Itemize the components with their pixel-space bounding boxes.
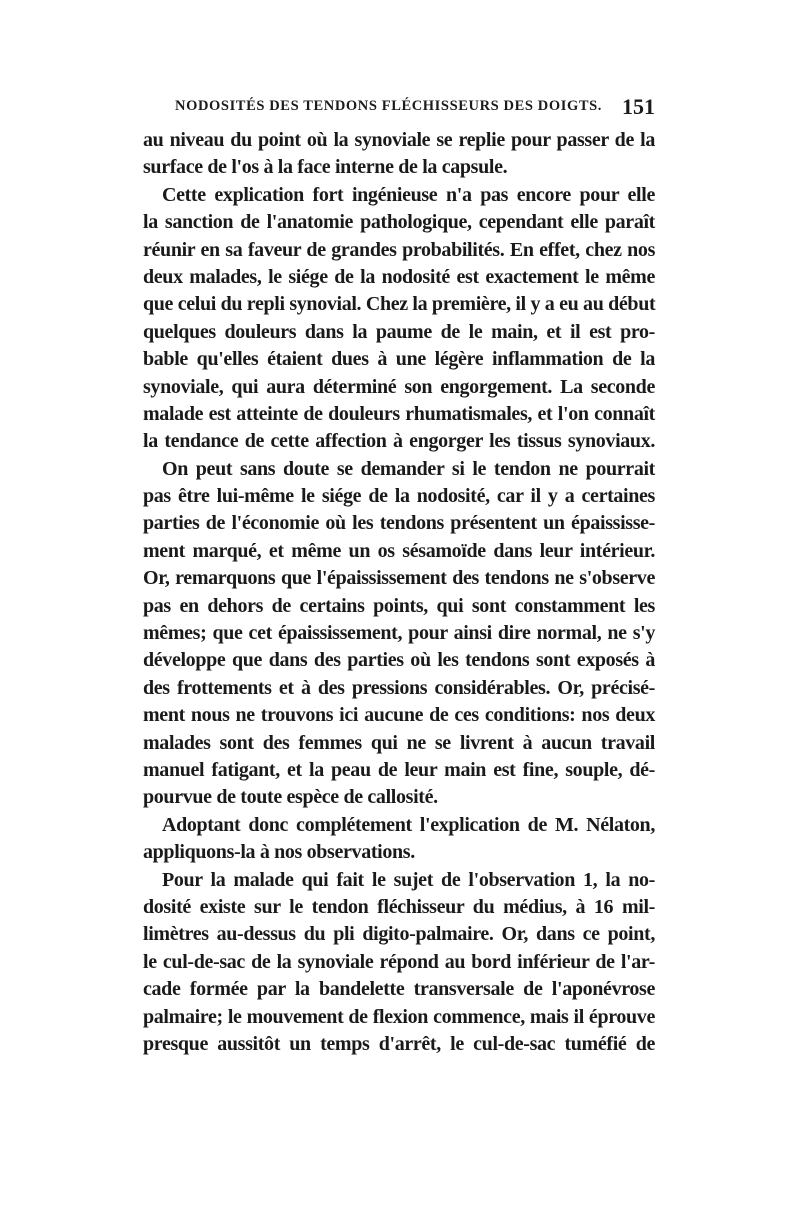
text-line: dosité existe sur le tendon fléchisseur du médius, à 16 mil- (143, 895, 655, 918)
text-line: limètres au-dessus du pli digito-palmaire. Or, dans ce point, (143, 923, 655, 946)
text-line: la tendance de cette affection à engorger les tissus synoviaux. (143, 430, 655, 453)
page-number: 151 (622, 94, 655, 119)
text-line: presque aussitôt un temps d'arrêt, le cul-de-sac tuméfié de (143, 1032, 655, 1055)
page-header (175, 94, 655, 118)
text-line: le cul-de-sac de la synoviale répond au bord inférieur de l'ar- (143, 950, 655, 973)
text-line: deux malades, le siége de la nodosité est exactement le même (143, 265, 655, 288)
text-line: malade est atteinte de douleurs rhumatismales, et l'on connaît (143, 402, 655, 425)
text-line: la sanction de l'anatomie pathologique, cependant elle paraît (143, 211, 655, 234)
text-line: développe que dans des parties où les tendons sont exposés à (143, 649, 655, 672)
text-line: palmaire; le mouvement de flexion commence, mais il éprouve (143, 1005, 655, 1028)
text-line: ment nous ne trouvons ici aucune de ces conditions: nos deux (143, 704, 655, 727)
text-line: appliquons-la à nos observations. (143, 841, 415, 864)
text-line: Pour la malade qui fait le sujet de l'observation 1, la no- (162, 868, 655, 891)
body-text (143, 127, 655, 1058)
text-line: pourvue de toute espèce de callosité. (143, 786, 438, 809)
text-line: mêmes; que cet épaississement, pour ainsi dire normal, ne s'y (143, 622, 655, 645)
text-line: malades sont des femmes qui ne se livrent à aucun travail (143, 731, 655, 754)
text-line: surface de l'os à la face interne de la capsule. (143, 156, 508, 179)
text-line: synoviale, qui aura déterminé son engorgement. La seconde (143, 375, 655, 398)
text-line: Adoptant donc complétement l'explication de M. Nélaton, (162, 813, 655, 836)
running-head: NODOSITÉS DES TENDONS FLÉCHISSEURS DES DOIGTS. (175, 98, 603, 114)
text-line: pas être lui-même le siége de la nodosité, car il y a certaines (143, 485, 655, 508)
text-line: au niveau du point où la synoviale se replie pour passer de la (143, 129, 655, 151)
text-line: cade formée par la bandelette transversale de l'aponévrose (143, 978, 655, 1001)
text-line: que celui du repli synovial. Chez la première, il y a eu au début (143, 293, 656, 316)
text-line: manuel fatigant, et la peau de leur main est fine, souple, dé- (143, 758, 655, 781)
text-line: bable qu'elles étaient dues à une légère inflammation de la (143, 348, 655, 371)
text-line: On peut sans doute se demander si le tendon ne pourrait (162, 457, 655, 480)
text-line: pas en dehors de certains points, qui sont constamment les (143, 594, 655, 617)
text-line: réunir en sa faveur de grandes probabilités. En effet, chez nos (143, 238, 655, 261)
text-line: Or, remarquons que l'épaississement des tendons ne s'observe (143, 567, 655, 590)
text-line: Cette explication fort ingénieuse n'a pas encore pour elle (162, 183, 655, 206)
text-line: parties de l'économie où les tendons présentent un épaississe- (143, 512, 655, 535)
text-line: quelques douleurs dans la paume de le main, et il est pro- (143, 320, 655, 343)
text-line: des frottements et à des pressions considérables. Or, précisé- (143, 676, 655, 699)
text-line: ment marqué, et même un os sésamoïde dans leur intérieur. (143, 539, 655, 562)
